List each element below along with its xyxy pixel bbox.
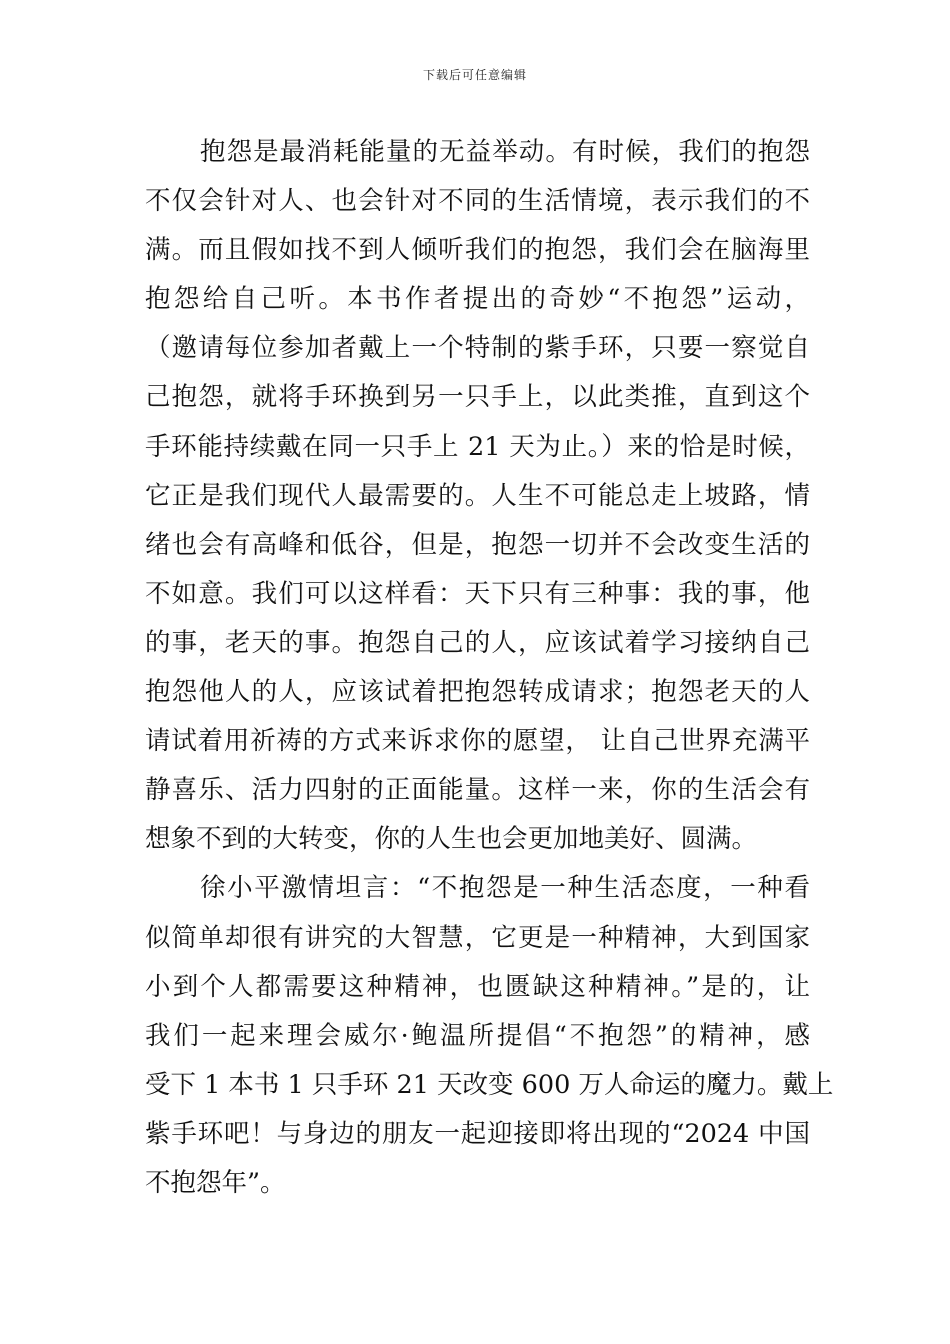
text-line: 不仅会针对人、也会针对不同的生活情境，表示我们的不 <box>145 186 810 217</box>
text-line: 手环能持续戴在同一只手上 21 天为止。）来的恰是时候， <box>145 431 810 462</box>
text-line: 抱怨给自己听。本书作者提出的奇妙“不抱怨”运动， <box>145 284 810 315</box>
text-line: 己抱怨，就将手环换到另一只手上，以此类推，直到这个 <box>145 382 810 413</box>
text-line: 绪也会有高峰和低谷，但是，抱怨一切并不会改变生活的 <box>145 529 810 560</box>
text-line: 想象不到的大转变，你的人生也会更加地美好、圆满。 <box>145 824 758 855</box>
text-line: 徐小平激情坦言：“不抱怨是一种生活态度，一种看 <box>200 873 810 904</box>
text-line: 满。而且假如找不到人倾听我们的抱怨，我们会在脑海里 <box>145 235 810 266</box>
text-line: 我们一起来理会威尔·鲍温所提倡“不抱怨”的精神，感 <box>145 1020 810 1051</box>
text-line: 静喜乐、活力四射的正面能量。这样一来，你的生活会有 <box>145 775 810 806</box>
text-line: 不如意。我们可以这样看：天下只有三种事：我的事，他 <box>145 578 810 609</box>
text-line: 受下 1 本书 1 只手环 21 天改变 600 万人命运的魔力。戴上 <box>145 1069 834 1100</box>
text-line: 小到个人都需要这种精神，也匮缺这种精神。”是的，让 <box>145 971 810 1002</box>
text-line: 似简单却很有讲究的大智慧，它更是一种精神，大到国家 <box>145 922 810 953</box>
text-line: 抱怨是最消耗能量的无益举动。有时候，我们的抱怨 <box>200 137 810 167</box>
text-line: 请试着用祈祷的方式来诉求你的愿望， 让自己世界充满平 <box>145 726 810 757</box>
body-text <box>145 128 834 1208</box>
text-line: 它正是我们现代人最需要的。人生不可能总走上坡路，情 <box>145 480 810 511</box>
text-line: 不抱怨年”。 <box>145 1167 286 1198</box>
text-line: 抱怨他人的人，应该试着把抱怨转成请求；抱怨老天的人 <box>145 677 810 708</box>
header-note: 下载后可任意编辑 <box>422 68 527 82</box>
text-line: （邀请每位参加者戴上一个特制的紫手环，只要一察觉自 <box>145 333 810 364</box>
text-line: 的事，老天的事。抱怨自己的人，应该试着学习接纳自己 <box>145 627 810 658</box>
text-line: 紫手环吧！与身边的朋友一起迎接即将出现的“2024 中国 <box>145 1118 810 1149</box>
